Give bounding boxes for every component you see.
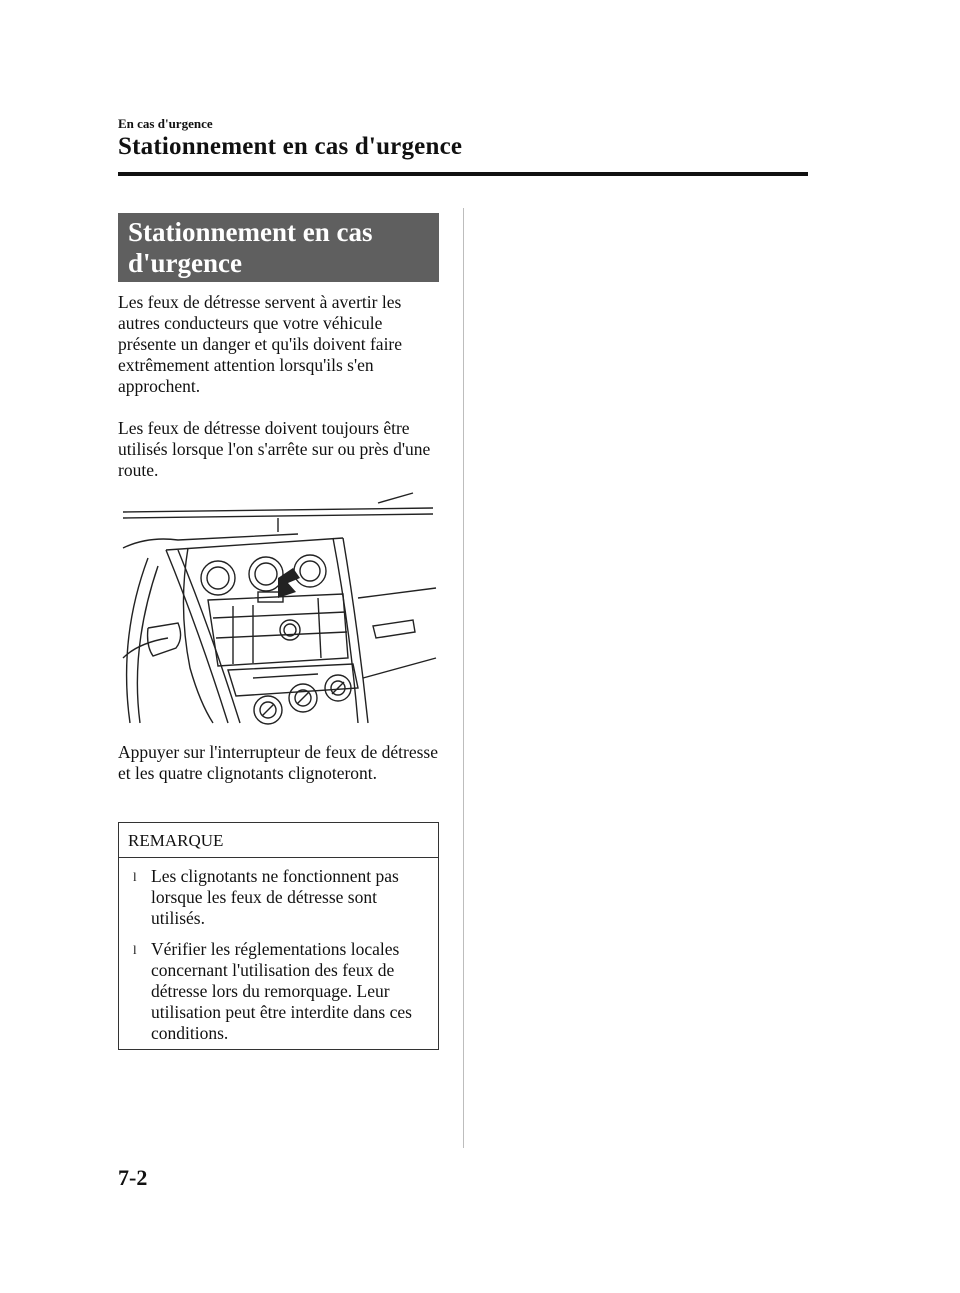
section-heading-line2: d'urgence xyxy=(128,248,242,278)
section-heading xyxy=(118,213,439,282)
section-heading-line1: Stationnement en cas xyxy=(128,217,373,247)
hazard-switch-dashboard-illustration xyxy=(118,488,438,728)
paragraph-hazard-usage: Les feux de détresse doivent toujours être utilisés lorsque l'on s'arrête sur ou près d'une route. xyxy=(118,418,431,480)
list-item xyxy=(131,866,430,929)
note-title: REMARQUE xyxy=(119,823,438,858)
column-divider xyxy=(463,208,464,1148)
title-rule xyxy=(118,172,808,176)
bullet-icon: l xyxy=(133,869,137,884)
note-list xyxy=(119,858,438,1044)
page-number: 7-2 xyxy=(118,1165,148,1190)
note-box xyxy=(118,822,439,1050)
note-item-text: Vérifier les réglementations locales concernant l'utilisation des feux de détresse lors du remorquage. Leur utilisation peut être interdite dans ces conditions. xyxy=(151,939,412,1043)
bullet-icon: l xyxy=(133,942,137,957)
paragraph-hazard-switch: Appuyer sur l'interrupteur de feux de détresse et les quatre clignotants clignoteront. xyxy=(118,742,438,783)
note-item-text: Les clignotants ne fonctionnent pas lorsque les feux de détresse sont utilisés. xyxy=(151,866,399,928)
page-title: Stationnement en cas d'urgence xyxy=(118,133,463,160)
list-item xyxy=(131,939,430,1044)
breadcrumb: En cas d'urgence xyxy=(118,116,213,131)
paragraph-hazard-purpose: Les feux de détresse servent à avertir les autres conducteurs que votre véhicule présente un danger et qu'ils doivent faire extrêmement attention lorsqu'ils s'en approchent. xyxy=(118,292,403,396)
